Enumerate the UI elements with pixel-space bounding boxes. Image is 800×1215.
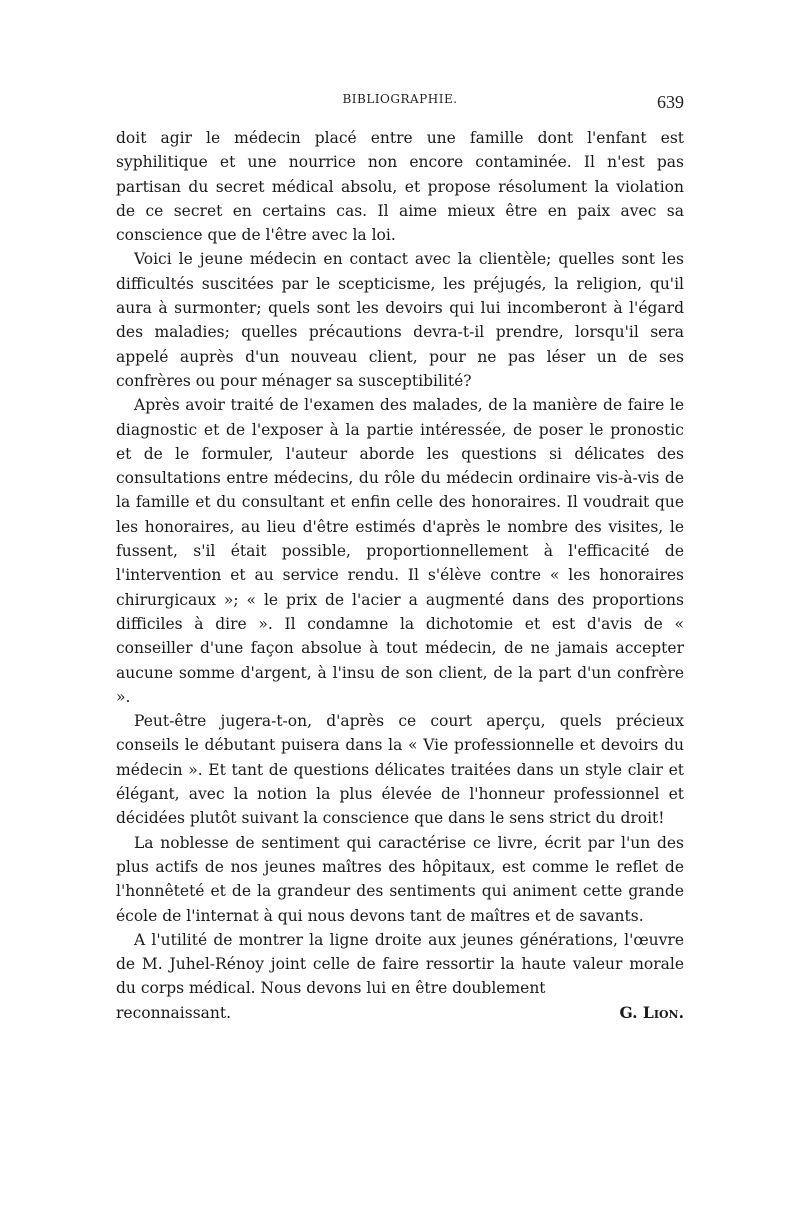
paragraph: doit agir le médecin placé entre une famille dont l'enfant est syphilitique et une nourrice non encore contaminée. Il n'est pas partisan du secret médical absolu, et propose résolument la violation de ce secret en certains cas. Il aime mieux être en paix avec sa conscience que de l'être avec la loi. bbox=[116, 129, 684, 245]
body-text bbox=[116, 126, 684, 1025]
page-header bbox=[116, 92, 684, 116]
paragraph: La noblesse de sentiment qui caractérise ce livre, écrit par l'un des plus actifs de nos jeunes maîtres des hôpitaux, est comme le reflet de l'honnêteté et de la grandeur des sentiments qui animent cette grande école de l'internat à qui nous devons tant de maîtres et de savants. bbox=[116, 833, 684, 925]
author-signature: G. Lion. bbox=[619, 1002, 684, 1022]
paragraph: A l'utilité de montrer la ligne droite aux jeunes générations, l'œuvre de M. Juhel-Rénoy joint celle de faire ressortir la haute valeur morale du corps médical. Nous devons lui en être doublement bbox=[116, 930, 684, 998]
closing-line bbox=[116, 1001, 684, 1025]
running-title: BIBLIOGRAPHIE. bbox=[342, 92, 458, 106]
paragraph: Voici le jeune médecin en contact avec la clientèle; quelles sont les difficultés suscitées par le scepticisme, les préjugés, la religion, qu'il aura à surmonter; quels sont les devoirs qui lui incomberont à l'égard des maladies; quelles précautions devra-t-il prendre, lorsqu'il sera appelé auprès d'un nouveau client, pour ne pas léser un de ses confrères ou pour ménager sa susceptibilité? bbox=[116, 250, 684, 390]
closing-word: reconnaissant. bbox=[116, 1003, 232, 1022]
paragraph: Peut-être jugera-t-on, d'après ce court aperçu, quels précieux conseils le débutant puisera dans la « Vie professionnelle et devoirs du médecin ». Et tant de questions délicates traitées dans un style clair et élégant, avec la notion la plus élevée de l'honneur professionnel et décidées plutôt suivant la conscience que dans le sens strict du droit! bbox=[116, 712, 684, 828]
page-number: 639 bbox=[657, 92, 684, 112]
paragraph: Après avoir traité de l'examen des malades, de la manière de faire le diagnostic et de l'exposer à la partie intéressée, de poser le pronostic et de le formuler, l'auteur aborde les questions si délicates des consultations entre médecins, du rôle du médecin ordinaire vis-à-vis de la famille et du consultant et enfin celle des honoraires. Il voudrait que les honoraires, au lieu d'être estimés d'après le nombre des visites, le fussent, s'il était possible, proportionnellement à l'efficacité de l'intervention et au service rendu. Il s'élève contre « les honoraires chirurgicaux »; « le prix de l'acier a augmenté dans des proportions difficiles à dire ». Il condamne la dichotomie et est d'avis de « conseiller d'une façon absolue à tout médecin, de ne jamais accepter aucune somme d'argent, à l'insu de son client, de la part d'un confrère ». bbox=[116, 396, 684, 706]
